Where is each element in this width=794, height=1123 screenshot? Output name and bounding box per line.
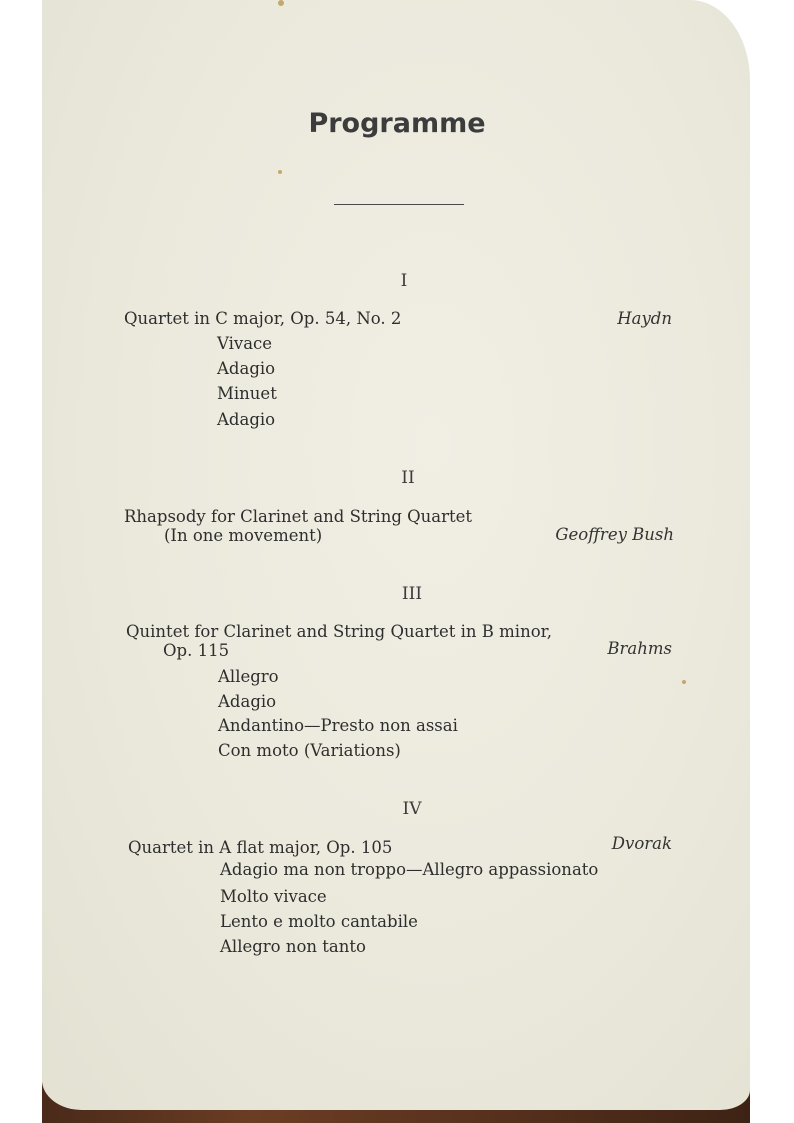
work-title: Rhapsody for Clarinet and String Quartet <box>124 507 473 526</box>
section-numeral: II <box>401 468 415 488</box>
paper-spot <box>278 170 282 174</box>
programme-sheet <box>42 0 750 1110</box>
movement: Minuet <box>217 384 277 403</box>
work-title: Quintet for Clarinet and String Quartet in B minor, <box>126 622 552 641</box>
work-subtitle: (In one movement) <box>164 526 323 545</box>
movement: Adagio <box>217 359 276 378</box>
movement: Vivace <box>217 334 273 353</box>
movement: Adagio <box>217 410 276 429</box>
movement: Allegro non tanto <box>220 937 366 956</box>
section-numeral: III <box>401 584 423 604</box>
paper-spot <box>682 680 686 684</box>
work-title: Quartet in A flat major, Op. 105 <box>128 838 393 857</box>
composer-name: Brahms <box>607 639 672 658</box>
movement: Adagio <box>218 692 277 711</box>
section-numeral: IV <box>402 799 422 819</box>
composer-name: Geoffrey Bush <box>555 525 674 544</box>
movement: Molto vivace <box>220 887 327 906</box>
movement: Con moto (Variations) <box>218 741 401 760</box>
work-subtitle: Op. 115 <box>163 641 230 660</box>
movement: Andantino—Presto non assai <box>218 716 458 735</box>
paper-spot <box>278 0 284 6</box>
composer-name: Haydn <box>617 309 672 328</box>
section-numeral: I <box>400 271 408 291</box>
movement: Lento e molto cantabile <box>220 912 418 931</box>
work-title: Quartet in C major, Op. 54, No. 2 <box>124 309 402 328</box>
movement: Adagio ma non troppo—Allegro appassionato <box>220 860 599 879</box>
composer-name: Dvorak <box>611 834 672 853</box>
title-divider <box>334 204 464 205</box>
page-title: Programme <box>308 108 486 139</box>
movement: Allegro <box>218 667 279 686</box>
